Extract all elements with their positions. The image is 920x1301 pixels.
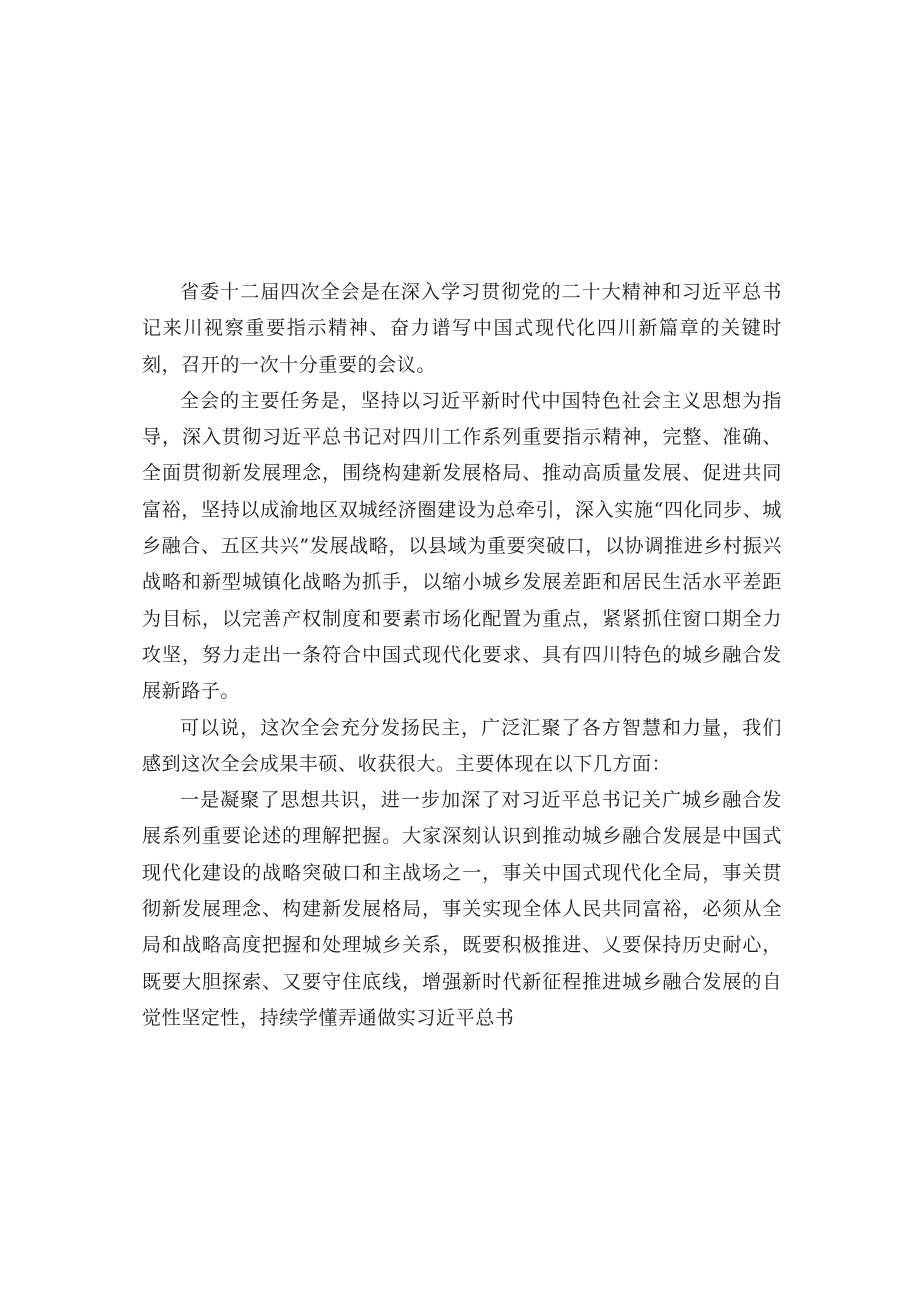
paragraph-4: 一是凝聚了思想共识，进一步加深了对习近平总书记关广城乡融合发展系列重要论述的理解把握。大家深刻认识到推动城乡融合发展是中国式现代化建设的战略突破口和主战场之一，事关中国式现代化全局，事关贯彻新发展理念、构建新发展格局，事关实现全体人民共同富裕，必须从全局和战略高度把握和处理城乡关系，既要积极推进、乂要保持历史耐心，既要大胆探索、又要守住底线，增强新时代新征程推进城乡融合发展的自觉性坚定性，持续学懂弄通做实习近平总书 (142, 789, 782, 1029)
paragraph-2: 全会的主要任务是，坚持以习近平新时代中国特色社会主义思想为指导，深入贯彻习近平总书记对四川工作系列重要指示精神，完整、准确、全面贯彻新发展理念，围绕构建新发展格局、推动高质量发展、促进共同富裕，坚持以成渝地区双城经济圈建设为总牵引，深入实施“四化同步、城乡融合、五区共兴”发展战略，以县域为重要突破口，以协调推进乡村振兴战略和新型城镇化战略为抓手，以缩小城乡发展差距和居民生活水平差距为目标，以完善产权制度和要素市场化配置为重点，紧紧抓住窗口期全力攻坚，努力走出一条符合中国式现代化要求、具有四川特色的城乡融合发展新路子。 (142, 389, 782, 703)
body-text (142, 274, 782, 1036)
paragraph-1: 省委十二届四次全会是在深入学习贯彻党的二十大精神和习近平总书记来川视察重要指示精神、奋力谱写中国式现代化四川新篇章的关键时刻，召开的一次十分重要的会议。 (142, 281, 782, 376)
paragraph-3: 可以说，这次全会充分发扬民主，广泛汇聚了各方智慧和力量，我们感到这次全会成果丰硕、收获很大。主要体现在以下几方面： (142, 716, 782, 775)
